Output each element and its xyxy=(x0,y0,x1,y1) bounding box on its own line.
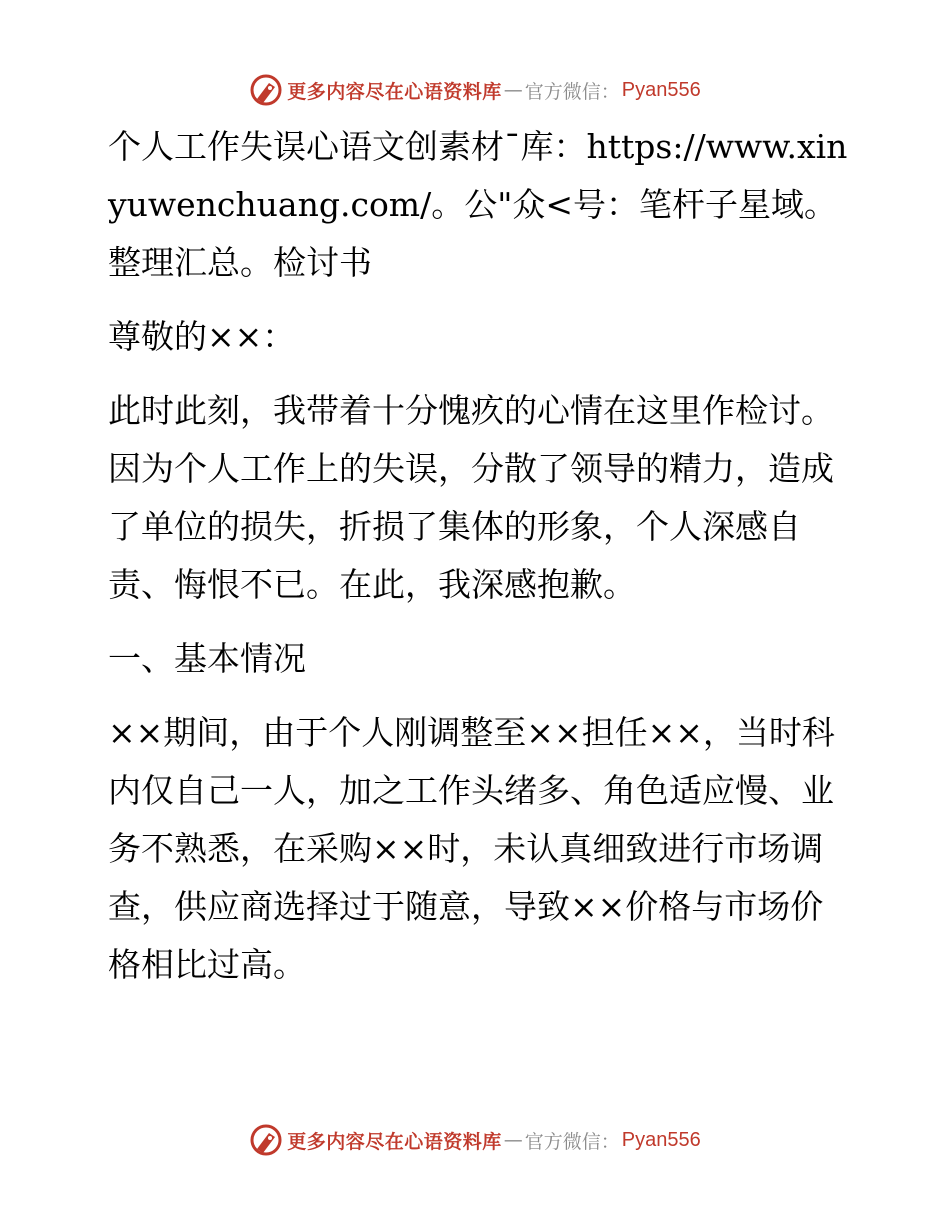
footer-banner xyxy=(0,1120,950,1160)
pen-nib-logo-icon xyxy=(249,73,283,107)
footer-title: 更多内容尽在心语资料库 xyxy=(287,1130,502,1153)
header-title: 更多内容尽在心语资料库 xyxy=(287,80,502,103)
header-separator: — xyxy=(503,79,523,101)
section-heading: 一、基本情况 xyxy=(108,639,306,678)
document-body xyxy=(98,118,850,994)
footer-wechat-id: Pyan556 xyxy=(621,1128,701,1151)
pen-nib-logo-icon xyxy=(249,1123,283,1157)
salutation: 尊敬的××： xyxy=(108,317,296,356)
situation-paragraph: ××期间，由于个人刚调整至××担任××，当时科内仅自己一人，加之工作头绪多、角色适应慢、业务不熟悉，在采购××时，未认真细致进行市场调查，供应商选择过于随意，导致××价格与市场价格相比过高。 xyxy=(108,713,835,984)
header-wechat-label: 官方微信： xyxy=(524,80,620,103)
footer-separator: — xyxy=(503,1129,523,1151)
intro-paragraph: 个人工作失误心语文创素材¯库：https://www.xinyuwenchuang.com/。公"众<号：笔杆子星域。整理汇总。检讨书 xyxy=(108,127,848,282)
apology-paragraph: 此时此刻，我带着十分愧疚的心情在这里作检讨。因为个人工作上的失误，分散了领导的精力，造成了单位的损失，折损了集体的形象，个人深感自责、悔恨不已。在此，我深感抱歉。 xyxy=(108,391,834,604)
header-banner xyxy=(0,70,950,110)
header-wechat-id: Pyan556 xyxy=(621,78,701,101)
footer-wechat-label: 官方微信： xyxy=(524,1130,620,1153)
